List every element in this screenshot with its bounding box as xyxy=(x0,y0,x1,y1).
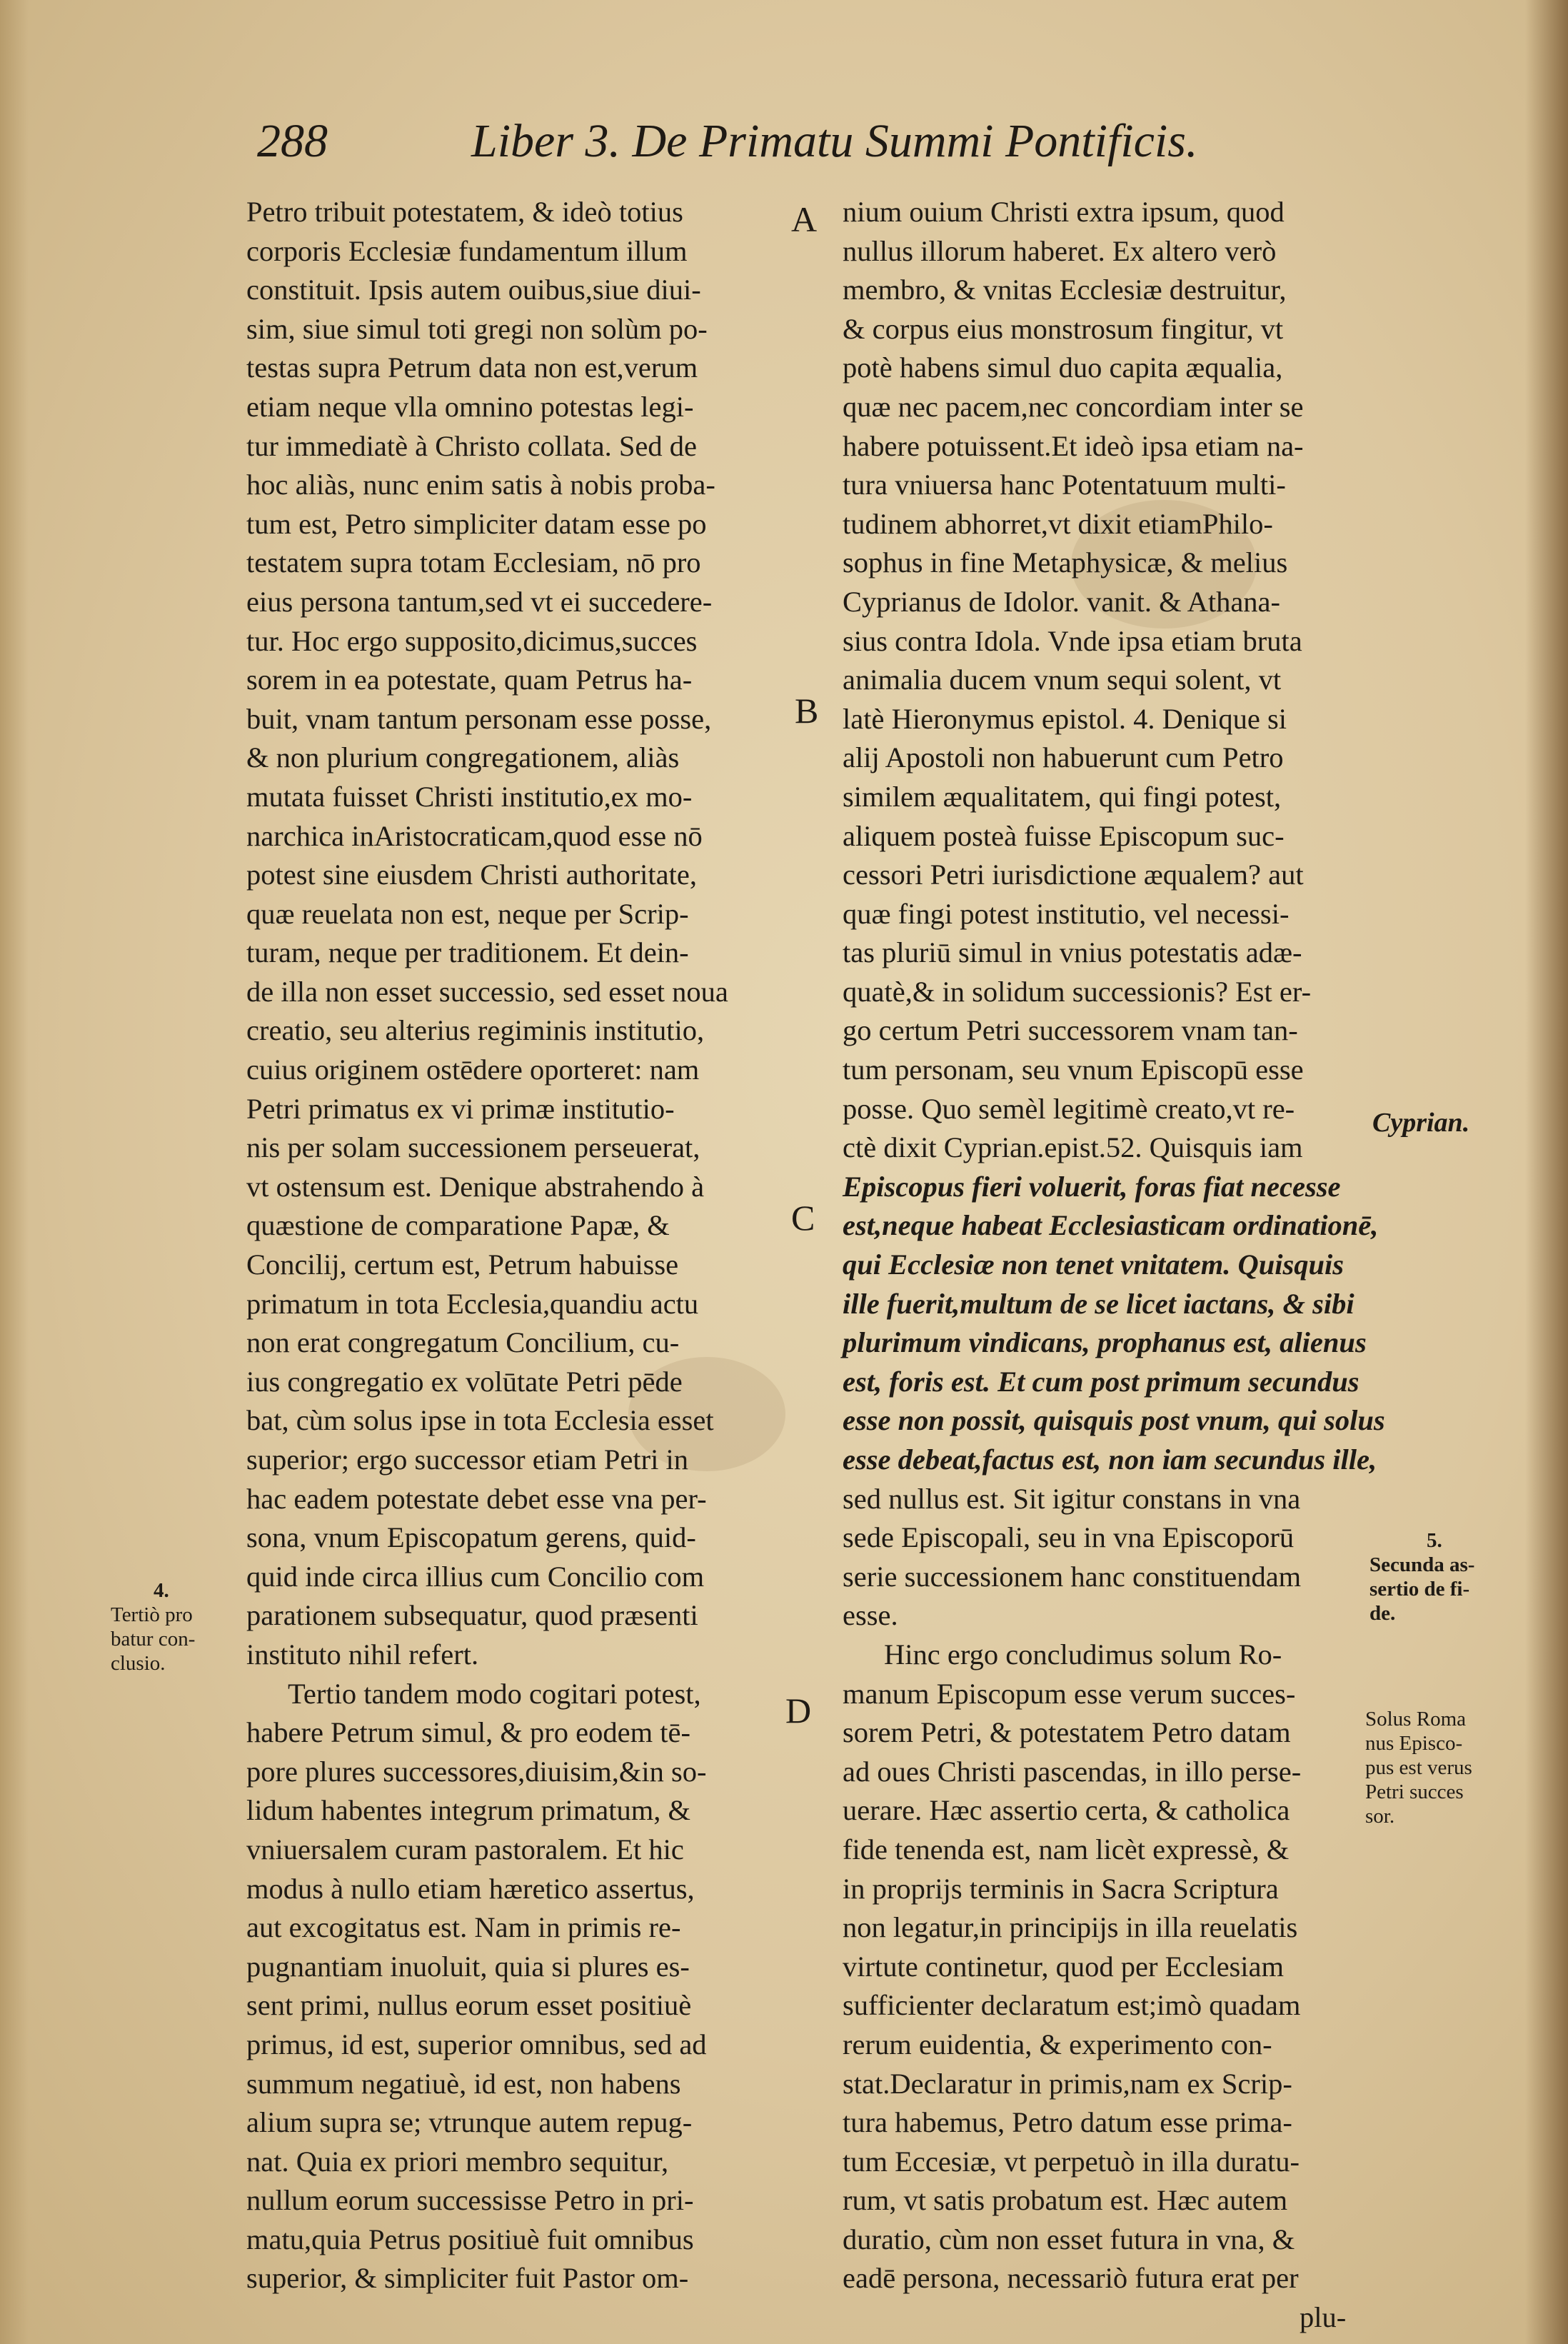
text-line: sophus in fine Metaphysicæ, & melius xyxy=(843,546,1288,579)
margin-note-number: 4. xyxy=(154,1579,169,1602)
text-line: nis per solam successionem perseuerat, xyxy=(246,1131,700,1164)
text-line: tur immediatè à Christo collata. Sed de xyxy=(246,429,697,462)
text-line: animalia ducem vnum sequi solent, vt xyxy=(843,663,1282,696)
text-line: parationem subsequatur, quod præsenti xyxy=(246,1599,698,1632)
text-line: tas pluriū simul in vnius potestatis adæ- xyxy=(843,936,1302,969)
text-line: membro, & vnitas Ecclesiæ destruitur, xyxy=(843,274,1287,306)
quotation-line: plurimum vindicans, prophanus est, alienus xyxy=(843,1326,1367,1359)
text-column-right xyxy=(843,193,1385,2338)
text-line: sorem Petri, & potestatem Petro datam xyxy=(843,1716,1291,1749)
text-line: instituto nihil refert. xyxy=(246,1638,479,1671)
text-line: nullus illorum haberet. Ex altero verò xyxy=(843,234,1277,267)
text-line: quæ reuelata non est, neque per Scrip- xyxy=(246,897,689,930)
text-line: cuius originem ostēdere oporteret: nam xyxy=(246,1053,700,1086)
text-line: tudinem abhorret,vt dixit etiamPhilo- xyxy=(843,507,1273,540)
text-line: non erat congregatum Concilium, cu- xyxy=(246,1326,680,1359)
text-line: sed nullus est. Sit igitur constans in vna xyxy=(843,1482,1301,1515)
text-line: posse. Quo semèl legitimè creato,vt re- xyxy=(843,1092,1295,1125)
text-line: lidum habentes integrum primatum, & xyxy=(246,1794,691,1827)
text-line: ad oues Christi pascendas, in illo perse- xyxy=(843,1755,1302,1788)
text-line: primus, id est, superior omnibus, sed ad xyxy=(246,2028,707,2060)
text-line: fide tenenda est, nam licèt expressè, & xyxy=(843,1833,1290,1865)
text-line: quæ nec pacem,nec concordiam inter se xyxy=(843,390,1304,423)
section-letter-d: D xyxy=(785,1691,812,1731)
text-line: nat. Quia ex priori membro sequitur, xyxy=(246,2145,669,2178)
margin-note-line: clusio. xyxy=(111,1652,166,1675)
text-line: eius persona tantum,sed vt ei succedere- xyxy=(246,585,713,618)
text-line: quatè,& in solidum successionis? Est er- xyxy=(843,975,1312,1008)
quotation-line: Episcopus fieri voluerit, foras fiat necesse xyxy=(843,1170,1341,1203)
text-line: rerum euidentia, & experimento con- xyxy=(843,2028,1272,2060)
text-line: esse. xyxy=(843,1599,898,1632)
text-line: potest sine eiusdem Christi authoritate, xyxy=(246,858,698,891)
section-letter-a: A xyxy=(791,199,818,239)
text-line: & non plurium congregationem, aliàs xyxy=(246,741,680,774)
text-line: quæstione de comparatione Papæ, & xyxy=(246,1209,670,1242)
text-line: constituit. Ipsis autem ouibus,siue diui- xyxy=(246,274,701,306)
text-line: modus à nullo etiam hæretico assertus, xyxy=(246,1872,695,1905)
text-line: testatem supra totam Ecclesiam, nō pro xyxy=(246,546,701,579)
text-line: turam, neque per traditionem. Et dein- xyxy=(246,936,689,969)
text-line: creatio, seu alterius regiminis institutio, xyxy=(246,1014,705,1047)
text-line: Hinc ergo concludimus solum Ro- xyxy=(884,1638,1282,1671)
text-line: in proprijs terminis in Sacra Scriptura xyxy=(843,1872,1279,1905)
text-line: sona, vnum Episcopatum gerens, quid- xyxy=(246,1521,696,1554)
text-line: alij Apostoli non habuerunt cum Petro xyxy=(843,741,1284,774)
margin-note-number: 5. xyxy=(1427,1529,1442,1552)
text-line: sim, siue simul toti gregi non solùm po- xyxy=(246,312,708,345)
quotation-line: esse non possit, quisquis post vnum, qui solus xyxy=(843,1404,1385,1437)
text-line: cessori Petri iurisdictione æqualem? aut xyxy=(843,858,1304,891)
text-line: quid inde circa illius cum Concilio com xyxy=(246,1560,705,1593)
page-number: 288 xyxy=(257,115,328,167)
text-line: buit, vnam tantum personam esse posse, xyxy=(246,702,712,735)
text-line: vniuersalem curam pastoralem. Et hic xyxy=(246,1833,684,1865)
text-line: Cyprianus de Idolor. vanit. & Athana- xyxy=(843,585,1281,618)
text-line: hac eadem potestate debet esse vna per- xyxy=(246,1482,707,1515)
text-line: non legatur,in principijs in illa reuelatis xyxy=(843,1911,1298,1944)
text-line: tum personam, seu vnum Episcopū esse xyxy=(843,1053,1304,1086)
text-line: narchica inAristocraticam,quod esse nō xyxy=(246,819,703,852)
text-line: hoc aliàs, nunc enim satis à nobis proba- xyxy=(246,469,715,501)
margin-note-line: Secunda as- xyxy=(1370,1553,1475,1576)
page-header xyxy=(257,114,1228,179)
text-line: Petri primatus ex vi primæ institutio- xyxy=(246,1092,675,1125)
margin-note-line: batur con- xyxy=(111,1628,196,1651)
text-line: sent primi, nullus eorum esset positiuè xyxy=(246,1989,692,2022)
text-line: nullum eorum successisse Petro in pri- xyxy=(246,2184,694,2217)
margin-note-5 xyxy=(1370,1528,1474,1626)
margin-note-4 xyxy=(111,1578,195,1676)
text-line: alium supra se; vtrunque autem repug- xyxy=(246,2106,693,2139)
quotation-line: esse debeat,factus est, non iam secundus ille, xyxy=(843,1443,1377,1476)
text-line: tum est, Petro simpliciter datam esse po xyxy=(246,507,707,540)
text-line: & corpus eius monstrosum fingitur, vt xyxy=(843,312,1284,345)
section-letter-b: B xyxy=(795,691,819,731)
text-line: summum negatiuè, id est, non habens xyxy=(246,2067,681,2100)
text-line: similem æqualitatem, qui fingi potest, xyxy=(843,780,1282,813)
text-line: potè habens simul duo capita æqualia, xyxy=(843,351,1283,384)
text-line: manum Episcopum esse verum succes- xyxy=(843,1677,1296,1710)
text-line: Concilij, certum est, Petrum habuisse xyxy=(246,1248,679,1281)
catchword: plu- xyxy=(1300,2301,1347,2334)
text-line: uerare. Hæc assertio certa, & catholica xyxy=(843,1794,1290,1827)
text-line: corporis Ecclesiæ fundamentum illum xyxy=(246,234,688,267)
text-line: go certum Petri successorem vnam tan- xyxy=(843,1014,1298,1047)
text-line: eadē persona, necessariò futura erat per xyxy=(843,2262,1299,2295)
margin-note-cyprian: Cyprian. xyxy=(1372,1108,1470,1138)
margin-note-line: pus est verus xyxy=(1365,1756,1472,1779)
text-line: testas supra Petrum data non est,verum xyxy=(246,351,698,384)
text-line: matu,quia Petrus positiuè fuit omnibus xyxy=(246,2223,694,2255)
text-line: aliquem posteà fuisse Episcopum suc- xyxy=(843,819,1285,852)
margin-note-line: de. xyxy=(1370,1602,1396,1625)
margin-note-line: nus Episco- xyxy=(1365,1732,1463,1755)
text-line: rum, vt satis probatum est. Hæc autem xyxy=(843,2184,1288,2217)
text-line: aut excogitatus est. Nam in primis re- xyxy=(246,1911,681,1944)
quotation-line: ille fuerit,multum de se licet iactans, & sibi xyxy=(843,1287,1355,1320)
margin-note-line: Tertiò pro xyxy=(111,1603,193,1626)
text-line: pugnantiam inuoluit, quia si plures es- xyxy=(246,1950,690,1983)
text-line: habere potuissent.Et ideò ipsa etiam na- xyxy=(843,429,1304,462)
text-line: quæ fingi potest institutio, vel necessi- xyxy=(843,897,1290,930)
text-line: latè Hieronymus epistol. 4. Denique si xyxy=(843,702,1287,735)
text-line: tum Eccesiæ, vt perpetuò in illa duratu- xyxy=(843,2145,1300,2178)
text-line: sufficienter declaratum est;imò quadam xyxy=(843,1989,1301,2022)
margin-note-line: sor. xyxy=(1365,1805,1395,1828)
text-line: stat.Declaratur in primis,nam ex Scrip- xyxy=(843,2067,1292,2100)
page-gutter-shadow xyxy=(0,0,29,2344)
text-line: sius contra Idola. Vnde ipsa etiam bruta xyxy=(843,624,1302,657)
text-line: tura vniuersa hanc Potentatuum multi- xyxy=(843,469,1286,501)
text-line: habere Petrum simul, & pro eodem tē- xyxy=(246,1716,690,1749)
section-letter-c: C xyxy=(791,1198,815,1238)
text-line: bat, cùm solus ipse in tota Ecclesia esset xyxy=(246,1404,714,1437)
text-line: ctè dixit Cyprian.epist.52. Quisquis iam xyxy=(843,1131,1303,1164)
text-column-left xyxy=(246,193,789,2298)
page-edge-shadow xyxy=(1525,0,1568,2344)
text-line: tur. Hoc ergo supposito,dicimus,succes xyxy=(246,624,698,657)
text-line: primatum in tota Ecclesia,quandiu actu xyxy=(246,1287,699,1320)
margin-note-line: Solus Roma xyxy=(1365,1708,1466,1731)
text-line: ius congregatio ex volūtate Petri pēde xyxy=(246,1365,683,1398)
text-line: pore plures successores,diuisim,&in so- xyxy=(246,1755,707,1788)
text-line: mutata fuisset Christi institutio,ex mo- xyxy=(246,780,693,813)
text-line: nium ouium Christi extra ipsum, quod xyxy=(843,196,1285,228)
margin-note-line: sertio de fi- xyxy=(1370,1578,1470,1601)
text-line: serie successionem hanc constituendam xyxy=(843,1560,1302,1593)
text-line: superior, & simpliciter fuit Pastor om- xyxy=(246,2262,689,2295)
text-line: sede Episcopali, seu in vna Episcoporū xyxy=(843,1521,1295,1554)
text-line: superior; ergo successor etiam Petri in xyxy=(246,1443,688,1476)
text-line: de illa non esset successio, sed esset noua xyxy=(246,975,728,1008)
margin-note-line: Petri succes xyxy=(1365,1780,1464,1803)
text-line: duratio, cùm non esset futura in vna, & xyxy=(843,2223,1295,2255)
text-line: Petro tribuit potestatem, & ideò totius xyxy=(246,196,683,228)
text-line: etiam neque vlla omnino potestas legi- xyxy=(246,390,694,423)
text-line: sorem in ea potestate, quam Petrus ha- xyxy=(246,663,693,696)
text-line: vt ostensum est. Denique abstrahendo à xyxy=(246,1170,705,1203)
running-title: Liber 3. De Primatu Summi Pontificis. xyxy=(471,115,1198,167)
text-line: tura habemus, Petro datum esse prima- xyxy=(843,2106,1292,2139)
margin-note-roman-bishop xyxy=(1365,1707,1472,1828)
text-line: virtute continetur, quod per Ecclesiam xyxy=(843,1950,1285,1983)
text-line: Tertio tandem modo cogitari potest, xyxy=(288,1677,701,1710)
quotation-line: est,neque habeat Ecclesiasticam ordinationē, xyxy=(843,1209,1379,1242)
quotation-line: qui Ecclesiæ non tenet vnitatem. Quisquis xyxy=(843,1248,1345,1281)
quotation-line: est, foris est. Et cum post primum secundus xyxy=(843,1365,1360,1398)
